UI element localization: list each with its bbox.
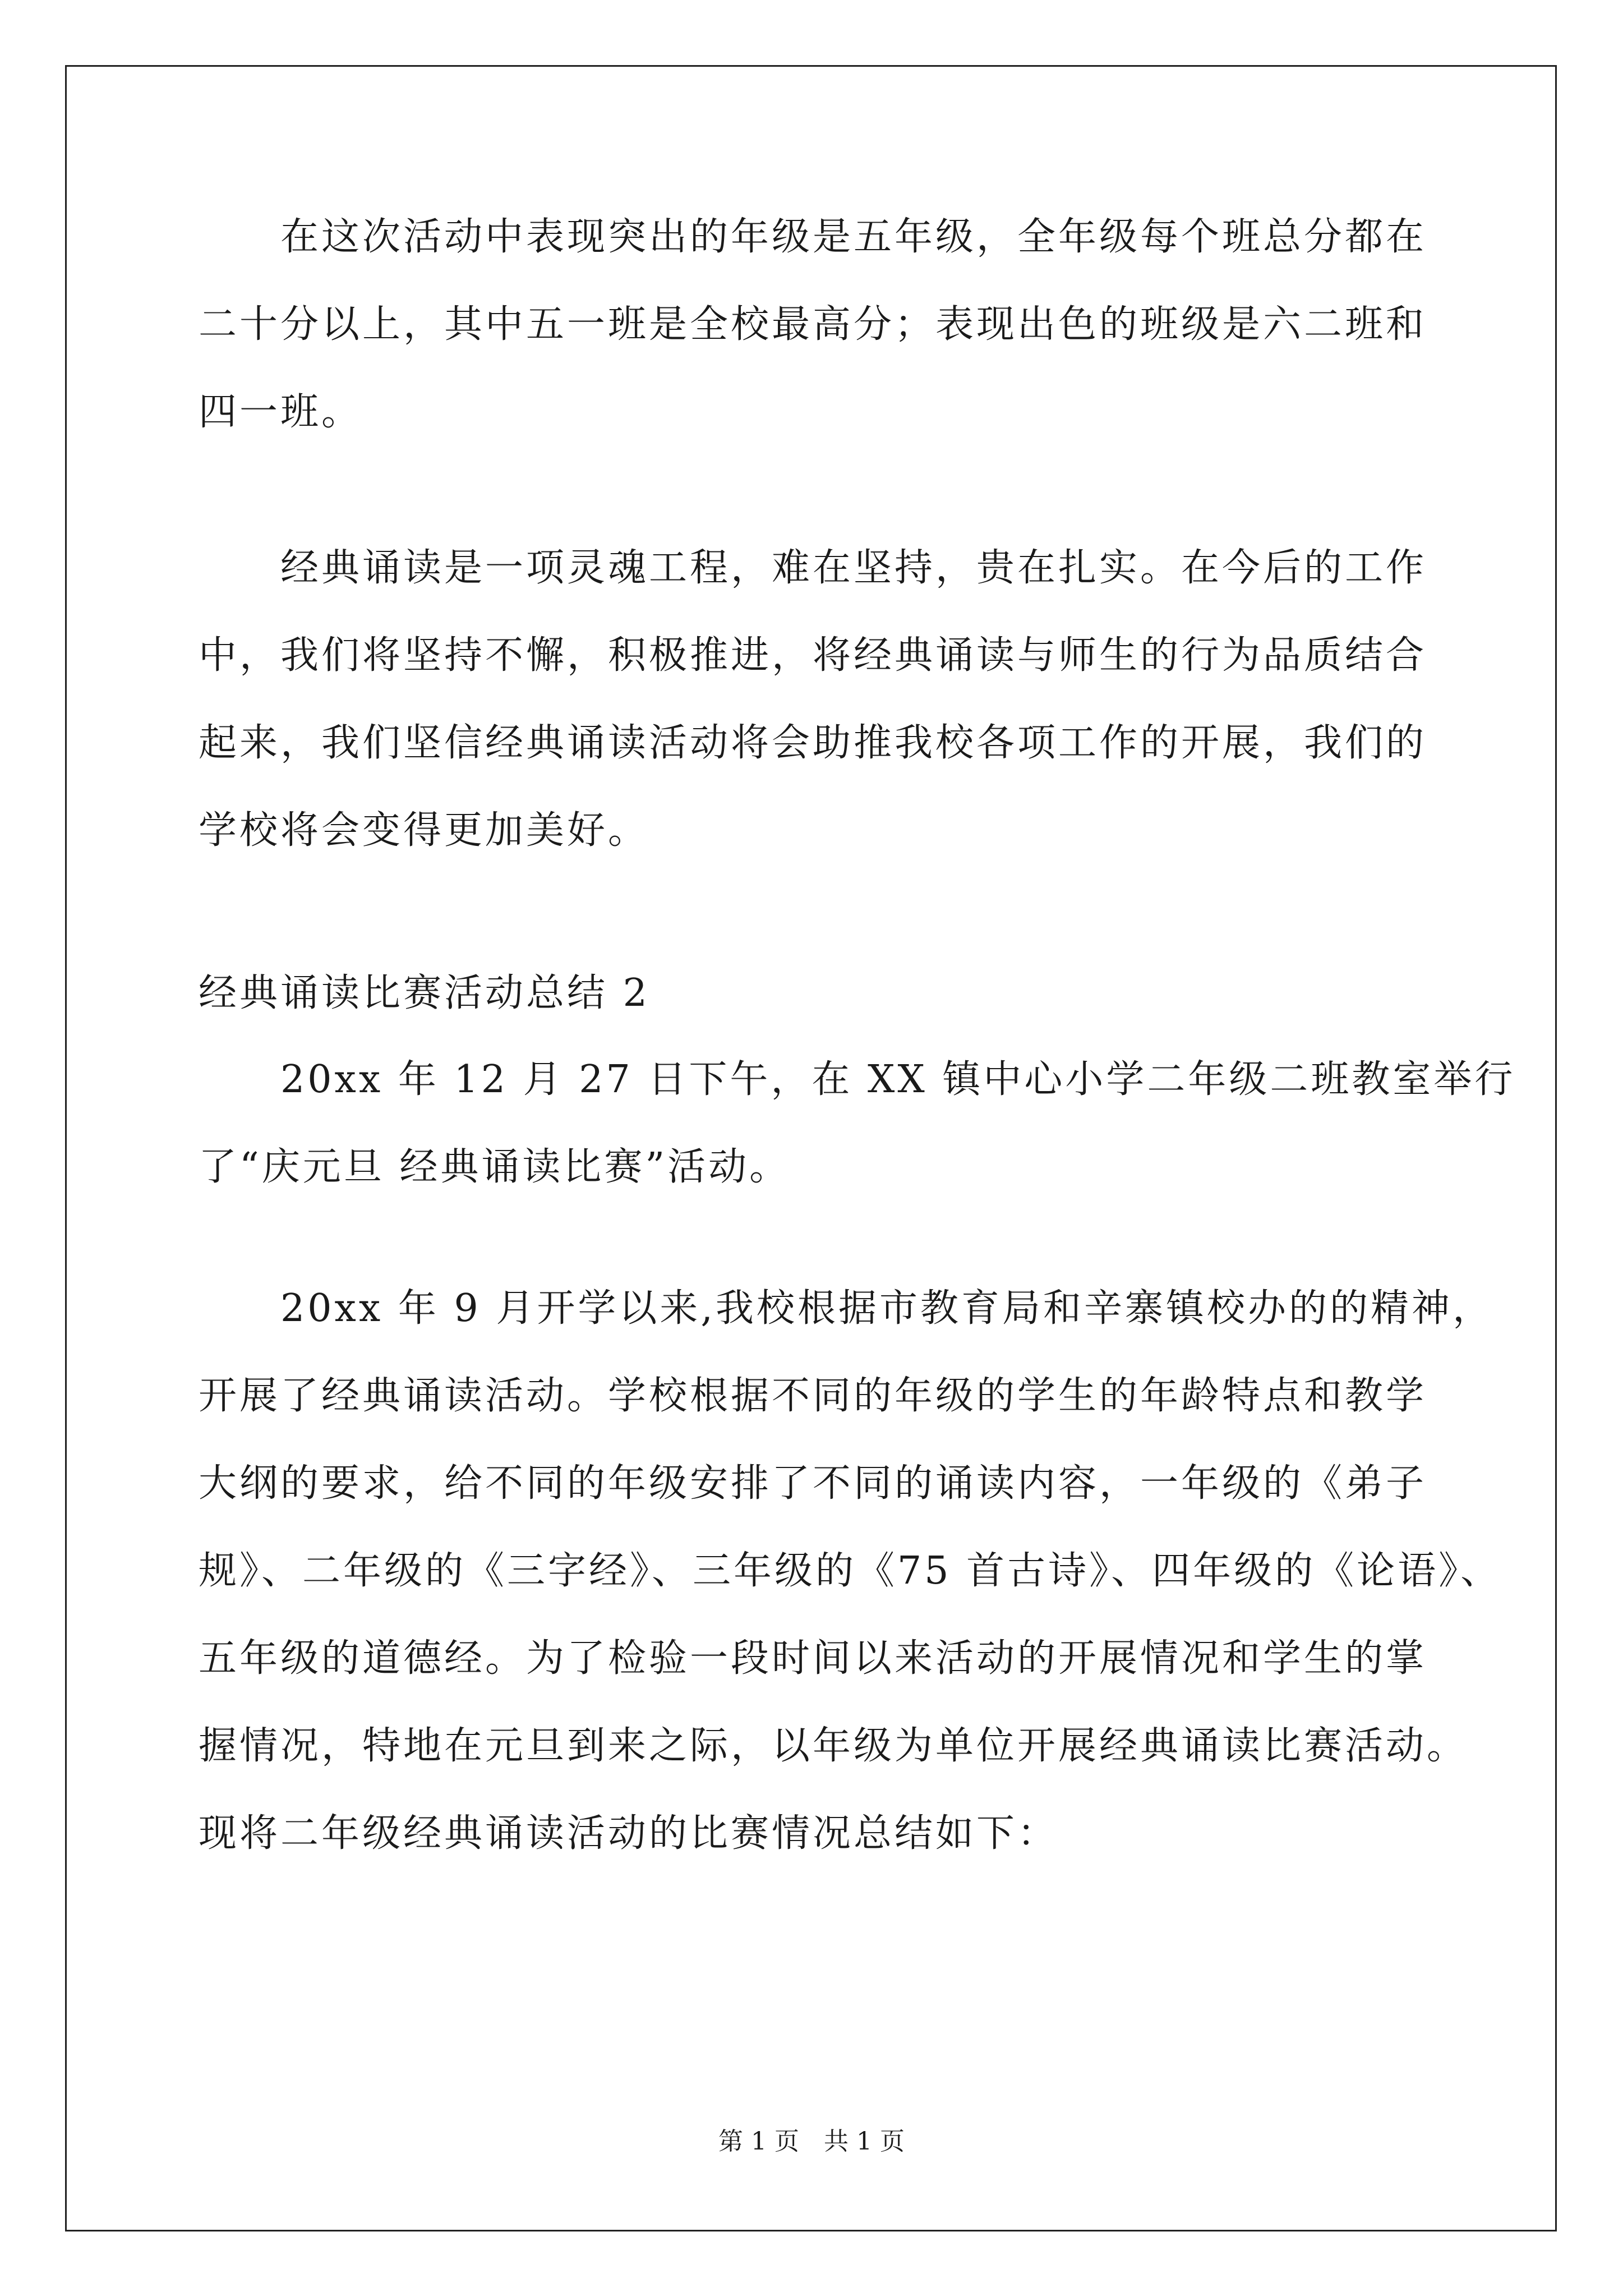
- paragraph-line: 规》、二年级的《三字经》、三年级的《75 首古诗》、四年级的《论语》、: [199, 1549, 1502, 1593]
- paragraph-line: 起来，我们坚信经典诵读活动将会助推我校各项工作的开展，我们的: [199, 721, 1427, 765]
- paragraph-line: 五年级的道德经。为了检验一段时间以来活动的开展情况和学生的掌: [199, 1636, 1427, 1681]
- paragraph-line: 四一班。: [199, 390, 363, 434]
- paragraph-line: 经典诵读是一项灵魂工程，难在坚持，贵在扎实。在今后的工作: [199, 546, 1427, 590]
- section-heading: 经典诵读比赛活动总结 2: [199, 971, 650, 1015]
- paragraph-line: 开展了经典诵读活动。学校根据不同的年级的学生的年龄特点和教学: [199, 1374, 1427, 1418]
- paragraph-line: 20xx 年 9 月开学以来,我校根据市教育局和辛寨镇校办的的精神，: [199, 1286, 1493, 1331]
- paragraph-line: 握情况，特地在元旦到来之际，以年级为单位开展经典诵读比赛活动。: [199, 1724, 1468, 1768]
- paragraph-line: 在这次活动中表现突出的年级是五年级，全年级每个班总分都在: [199, 215, 1427, 259]
- paragraph-line: 了“庆元旦 经典诵读比赛”活动。: [199, 1145, 791, 1189]
- page-number-footer: 第 1 页 共 1 页: [718, 2127, 905, 2156]
- paragraph-line: 学校将会变得更加美好。: [199, 808, 649, 853]
- paragraph-line: 二十分以上，其中五一班是全校最高分；表现出色的班级是六二班和: [199, 302, 1427, 347]
- paragraph-line: 20xx 年 12 月 27 日下午，在 XX 镇中心小学二年级二班教室举行: [199, 1057, 1516, 1102]
- paragraph-line: 中，我们将坚持不懈，积极推进，将经典诵读与师生的行为品质结合: [199, 633, 1427, 678]
- paragraph-line: 大纲的要求，给不同的年级安排了不同的诵读内容，一年级的《弟子: [199, 1461, 1427, 1506]
- paragraph-line: 现将二年级经典诵读活动的比赛情况总结如下：: [199, 1811, 1059, 1856]
